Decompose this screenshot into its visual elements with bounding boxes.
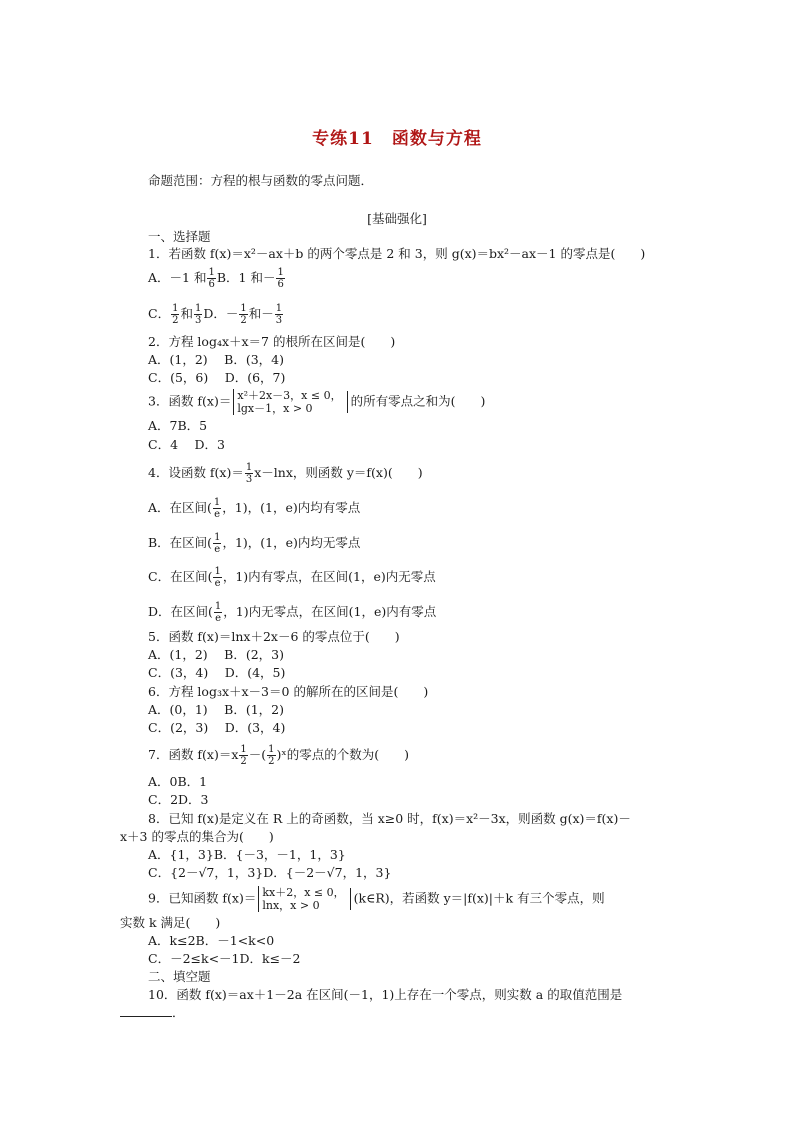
- option-text: 和－: [248, 306, 274, 321]
- stem-text: 的所有零点之和为( ): [350, 393, 486, 409]
- stem-text: 9．已知函数 f(x)＝: [148, 890, 257, 906]
- question-9-options-ab: A．k≤2B．－1<k<0: [148, 933, 275, 948]
- question-4-option-c: C．在区间( $\frac{1}{e}$ ，1)内有零点，在区间(1，e)内无零点: [148, 566, 436, 589]
- option-text: D．－: [203, 306, 239, 321]
- question-2-options-cd: C．(5，6) D．(6，7): [148, 370, 286, 385]
- question-9-stem-line1: [148, 886, 605, 912]
- fraction: $\frac{1}{e}$: [214, 532, 221, 555]
- question-4-option-b: B．在区间( $\frac{1}{e}$ ，1)，(1，e)内均无零点: [148, 532, 361, 555]
- section-heading: [基础强化]: [367, 211, 427, 226]
- option-text: B．1 和－: [216, 270, 276, 285]
- fraction: $\frac{1}{2}$: [240, 303, 247, 326]
- question-3-options-ab: A．7B．5: [148, 418, 208, 433]
- fraction: $\frac{1}{3}$: [194, 303, 202, 326]
- stem-text: 4．设函数 f(x)＝: [148, 465, 244, 480]
- period: ．: [172, 1005, 185, 1020]
- question-10-stem: 10．函数 f(x)＝ax＋1－2a 在区间(－1，1)上存在一个零点，则实数 a 的取值范围是: [148, 987, 623, 1002]
- question-8-options-cd: C．{2－√7，1，3}D．{－2－√7，1，3}: [148, 865, 392, 880]
- fraction: $\frac{1}{3}$: [245, 462, 253, 485]
- question-5-stem: 5．函数 f(x)＝lnx＋2x－6 的零点位于( ): [148, 629, 400, 644]
- option-text: 和: [180, 306, 193, 321]
- option-text: C．: [148, 306, 171, 321]
- answer-blank[interactable]: [120, 1016, 172, 1017]
- question-7-stem: [148, 744, 409, 767]
- fraction: $\frac{1}{6}$: [277, 267, 284, 290]
- question-2-options-ab: A．(1，2) B．(3，4): [148, 352, 285, 367]
- brace-close: [350, 888, 351, 910]
- fraction: $\frac{1}{e}$: [214, 601, 222, 624]
- stem-text: )ˣ的零点的个数为( ): [276, 747, 409, 762]
- fraction: $\frac{1}{2}$: [240, 744, 247, 767]
- stem-text: －(: [248, 747, 267, 762]
- stem-text: x－lnx，则函数 y＝f(x)( ): [254, 465, 423, 480]
- fraction: $\frac{1}{e}$: [214, 566, 221, 589]
- question-1-options-ab: [148, 267, 286, 290]
- question-9-stem-line2: 实数 k 满足( ): [120, 915, 221, 930]
- question-6-options-ab: A．(0，1) B．(1，2): [148, 702, 285, 717]
- page-title: 专练11 函数与方程: [312, 129, 482, 149]
- stem-text: (k∈R)，若函数 y＝|f(x)|＋k 有三个零点，则: [353, 890, 605, 906]
- question-3-options-cd: C．4 D．3: [148, 437, 225, 452]
- question-7-options-ab: A．0B．1: [148, 774, 208, 789]
- piecewise-brace: x²＋2x－3，x ≤ 0， lgx－1，x > 0: [233, 389, 341, 415]
- question-8-options-ab: A．{1，3}B．{－3，－1，1，3}: [148, 847, 346, 862]
- question-10-answer-line: [120, 1005, 185, 1021]
- question-9-options-cd: C．－2≤k<－1D．k≤－2: [148, 951, 301, 966]
- stem-text: 7．函数 f(x)＝x: [148, 747, 239, 762]
- scope-text: 命题范围：方程的根与函数的零点问题．: [148, 173, 374, 188]
- fraction: $\frac{1}{2}$: [172, 303, 179, 326]
- question-6-options-cd: C．(2，3) D．(3，4): [148, 720, 286, 735]
- question-6-stem: 6．方程 log₃x＋x－3＝0 的解所在的区间是( ): [148, 684, 429, 699]
- question-7-options-cd: C．2D．3: [148, 792, 209, 807]
- part-heading-choice: 一、选择题: [148, 229, 211, 244]
- question-5-options-ab: A．(1，2) B．(2，3): [148, 647, 285, 662]
- question-4-option-d: D．在区间( $\frac{1}{e}$ ，1)内无零点，在区间(1，e)内有零点: [148, 601, 437, 624]
- fraction: $\frac{1}{e}$: [213, 497, 221, 520]
- option-text: A．－1 和: [148, 270, 207, 285]
- piecewise-brace: kx＋2，x ≤ 0， lnx，x > 0: [258, 886, 344, 912]
- question-5-options-cd: C．(3，4) D．(4，5): [148, 665, 286, 680]
- question-4-option-a: A．在区间( $\frac{1}{e}$ ，1)，(1，e)内均有零点: [148, 497, 361, 520]
- fraction: $\frac{1}{3}$: [275, 303, 283, 326]
- brace-close: [347, 391, 348, 413]
- question-1-options-cd: [148, 303, 284, 326]
- question-8-stem-line1: 8．已知 f(x)是定义在 R 上的奇函数，当 x≥0 时，f(x)＝x²－3x，则函数 g(x)＝f(x)－: [148, 811, 631, 826]
- question-2-stem: 2．方程 log₄x＋x＝7 的根所在区间是( ): [148, 334, 396, 349]
- question-1-stem: 1．若函数 f(x)＝x²－ax＋b 的两个零点是 2 和 3，则 g(x)＝bx²－ax－1 的零点是( ): [148, 246, 646, 261]
- part-heading-fill: 二、填空题: [148, 969, 211, 984]
- question-4-stem: [148, 462, 423, 485]
- question-3-stem: [148, 389, 485, 415]
- stem-text: 3．函数 f(x)＝: [148, 393, 232, 409]
- question-8-stem-line2: x＋3 的零点的集合为( ): [120, 829, 274, 844]
- fraction: $\frac{1}{6}$: [208, 267, 215, 290]
- fraction: $\frac{1}{2}$: [268, 744, 275, 767]
